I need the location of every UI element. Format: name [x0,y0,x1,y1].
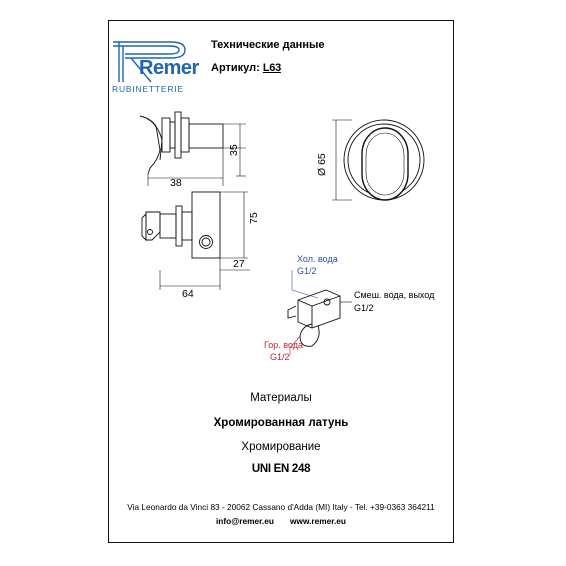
materials-standard: UNI EN 248 [251,463,311,475]
dim-diameter: Ø 65 [316,153,328,176]
article-code: L63 [262,62,281,74]
dim-height-top: 35 [228,144,240,156]
materials-heading: Материалы [250,392,312,404]
footer-website[interactable]: www.remer.eu [290,516,346,526]
cold-water-label: Хол. вода [297,254,338,264]
hot-water-label: Гор. вода [264,340,304,350]
dim-width-front: 64 [182,288,194,300]
mixed-water-size: G1/2 [354,303,374,313]
article-label: Артикул: [211,62,260,74]
materials-finish: Хромирование [241,441,321,453]
mixed-water-label: Смеш. вода, выход [354,290,435,300]
hot-water-size: G1/2 [270,352,290,362]
materials-material: Хромированная латунь [213,417,349,429]
sheet-title: Технические данные [211,39,325,51]
dim-depth-top: 38 [170,177,182,189]
dim-height-front: 75 [248,212,260,224]
footer-email[interactable]: info@remer.eu [216,516,274,526]
footer-contacts [108,516,454,526]
brand-subtitle: RUBINETTERIE [112,84,184,94]
front-view-drawing [142,192,250,290]
footer-address: Via Leonardo da Vinci 83 - 20062 Cassano d'Adda (MI) Italy - Tel. +39-0363 364211 [127,502,435,512]
logo-wordmark: Remer [139,57,199,79]
cold-water-size: G1/2 [297,266,317,276]
cover-plate-drawing [332,120,424,200]
dim-offset-front: 27 [233,258,245,270]
